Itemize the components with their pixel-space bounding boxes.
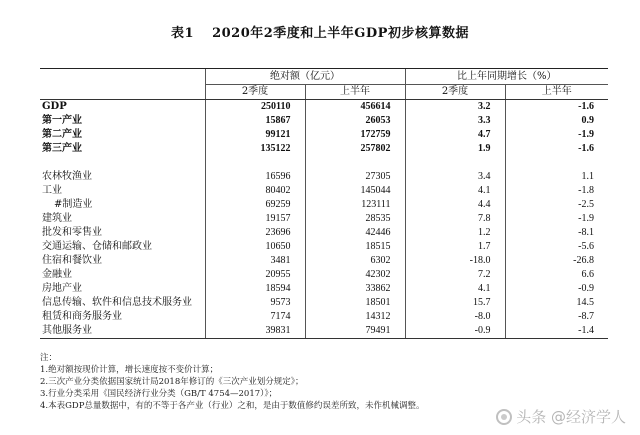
table-row [40,212,608,226]
q2-abs-value: 23696 [205,226,305,240]
row-name: 信息传输、软件和信息技术服务业 [42,297,192,308]
watermark-logo-icon [496,409,512,425]
spacer-row [40,156,608,170]
row-name: 第一产业 [42,115,82,126]
header-row-1 [40,69,608,85]
q2-abs-value: 80402 [205,184,305,198]
row-name: 租赁和商务服务业 [42,311,122,322]
q2-abs-value: 7174 [205,310,305,324]
row-name: 建筑业 [42,213,72,224]
table-row [40,268,608,282]
h1-growth-value: 0.9 [505,114,608,128]
row-name: 房地产业 [42,283,82,294]
h1-growth-value: -1.6 [505,142,608,156]
header-row-2 [40,85,608,100]
row-name: 批发和零售业 [42,227,102,238]
row-name: 工业 [42,185,62,196]
row-name: 农林牧渔业 [42,171,92,182]
row-name: GDP [42,101,67,112]
h1-abs-value: 79491 [305,324,405,339]
table-notes [40,352,620,412]
detail-rows [40,170,608,339]
gdp-table [40,68,608,339]
table-row [40,100,608,115]
note-line: 4.本表GDP总量数据中，有的不等于各产业（行业）之和，是由于数值修约误差所致，未作机械调整。 [40,401,425,411]
table-number: 表1 [171,26,195,41]
h1-abs-value: 257802 [305,142,405,156]
table-title-text: 2020年2季度和上半年GDP初步核算数据 [212,26,469,41]
q2-abs-value: 19157 [205,212,305,226]
table-title [0,22,640,41]
q2-growth-value: 1.7 [405,240,505,254]
table-row [40,170,608,184]
table-row [40,198,608,212]
row-name: #制造业 [54,199,93,210]
h1-abs-value: 27305 [305,170,405,184]
h1-growth-value: -1.8 [505,184,608,198]
h1-abs-value: 456614 [305,100,405,115]
note-line: 3.行业分类采用《国民经济行业分类（GB/T 4754—2017）》； [40,389,278,399]
row-name: 住宿和餐饮业 [42,255,102,266]
watermark-text: 头条 @经济学人 [516,408,626,426]
table-row [40,114,608,128]
q2-growth-value: -0.9 [405,324,505,339]
q2-growth-value: 3.3 [405,114,505,128]
header-h1-abs: 上半年 [305,85,405,100]
header-q2-growth: 2季度 [405,85,505,100]
h1-growth-value: -26.8 [505,254,608,268]
header-abs-group: 绝对额（亿元） [205,69,405,85]
table-row [40,226,608,240]
q2-growth-value: 7.2 [405,268,505,282]
h1-growth-value: -8.7 [505,310,608,324]
h1-growth-value: 1.1 [505,170,608,184]
q2-growth-value: 3.2 [405,100,505,115]
h1-abs-value: 123111 [305,198,405,212]
q2-growth-value: 1.2 [405,226,505,240]
q2-growth-value: 1.9 [405,142,505,156]
header-h1-growth: 上半年 [505,85,608,100]
q2-growth-value: 4.1 [405,282,505,296]
h1-abs-value: 42446 [305,226,405,240]
table-row [40,142,608,156]
table-row [40,128,608,142]
h1-growth-value: -1.9 [505,212,608,226]
h1-abs-value: 18501 [305,296,405,310]
q2-abs-value: 18594 [205,282,305,296]
h1-growth-value: -0.9 [505,282,608,296]
note-line: 注： [40,353,58,363]
summary-rows [40,100,608,157]
row-name: 其他服务业 [40,324,205,339]
h1-abs-value: 14312 [305,310,405,324]
h1-growth-value: -8.1 [505,226,608,240]
note-line: 1.绝对额按现价计算，增长速度按不变价计算； [40,365,219,375]
table-row [40,184,608,198]
h1-abs-value: 33862 [305,282,405,296]
h1-growth-value: -2.5 [505,198,608,212]
table-row [40,324,608,339]
q2-abs-value: 15867 [205,114,305,128]
row-name: 第三产业 [42,143,82,154]
header-q2-abs: 2季度 [205,85,305,100]
table-row [40,254,608,268]
q2-growth-value: -18.0 [405,254,505,268]
row-name: 金融业 [42,269,72,280]
table-row [40,240,608,254]
q2-abs-value: 16596 [205,170,305,184]
q2-abs-value: 250110 [205,100,305,115]
h1-abs-value: 145044 [305,184,405,198]
q2-growth-value: 3.4 [405,170,505,184]
h1-growth-value: -1.6 [505,100,608,115]
h1-abs-value: 26053 [305,114,405,128]
row-name: 第二产业 [42,129,82,140]
h1-growth-value: 14.5 [505,296,608,310]
table-row [40,282,608,296]
q2-abs-value: 135122 [205,142,305,156]
h1-abs-value: 18515 [305,240,405,254]
h1-growth-value: -1.4 [505,324,608,339]
note-line: 2.三次产业分类依据国家统计局2018年修订的《三次产业划分规定》； [40,377,304,387]
q2-abs-value: 20955 [205,268,305,282]
q2-growth-value: 4.1 [405,184,505,198]
watermark [496,406,626,427]
q2-abs-value: 99121 [205,128,305,142]
h1-abs-value: 42302 [305,268,405,282]
h1-growth-value: -5.6 [505,240,608,254]
h1-abs-value: 6302 [305,254,405,268]
q2-abs-value: 9573 [205,296,305,310]
q2-growth-value: 7.8 [405,212,505,226]
h1-growth-value: 6.6 [505,268,608,282]
q2-abs-value: 69259 [205,198,305,212]
q2-growth-value: 15.7 [405,296,505,310]
h1-abs-value: 28535 [305,212,405,226]
q2-growth-value: 4.4 [405,198,505,212]
q2-growth-value: -8.0 [405,310,505,324]
row-name: 交通运输、仓储和邮政业 [42,241,152,252]
q2-growth-value: 4.7 [405,128,505,142]
h1-abs-value: 172759 [305,128,405,142]
table-row [40,296,608,310]
h1-growth-value: -1.9 [505,128,608,142]
table-row [40,310,608,324]
header-growth-group: 比上年同期增长（%） [405,69,608,85]
q2-abs-value: 10650 [205,240,305,254]
q2-abs-value: 39831 [205,324,305,339]
q2-abs-value: 3481 [205,254,305,268]
